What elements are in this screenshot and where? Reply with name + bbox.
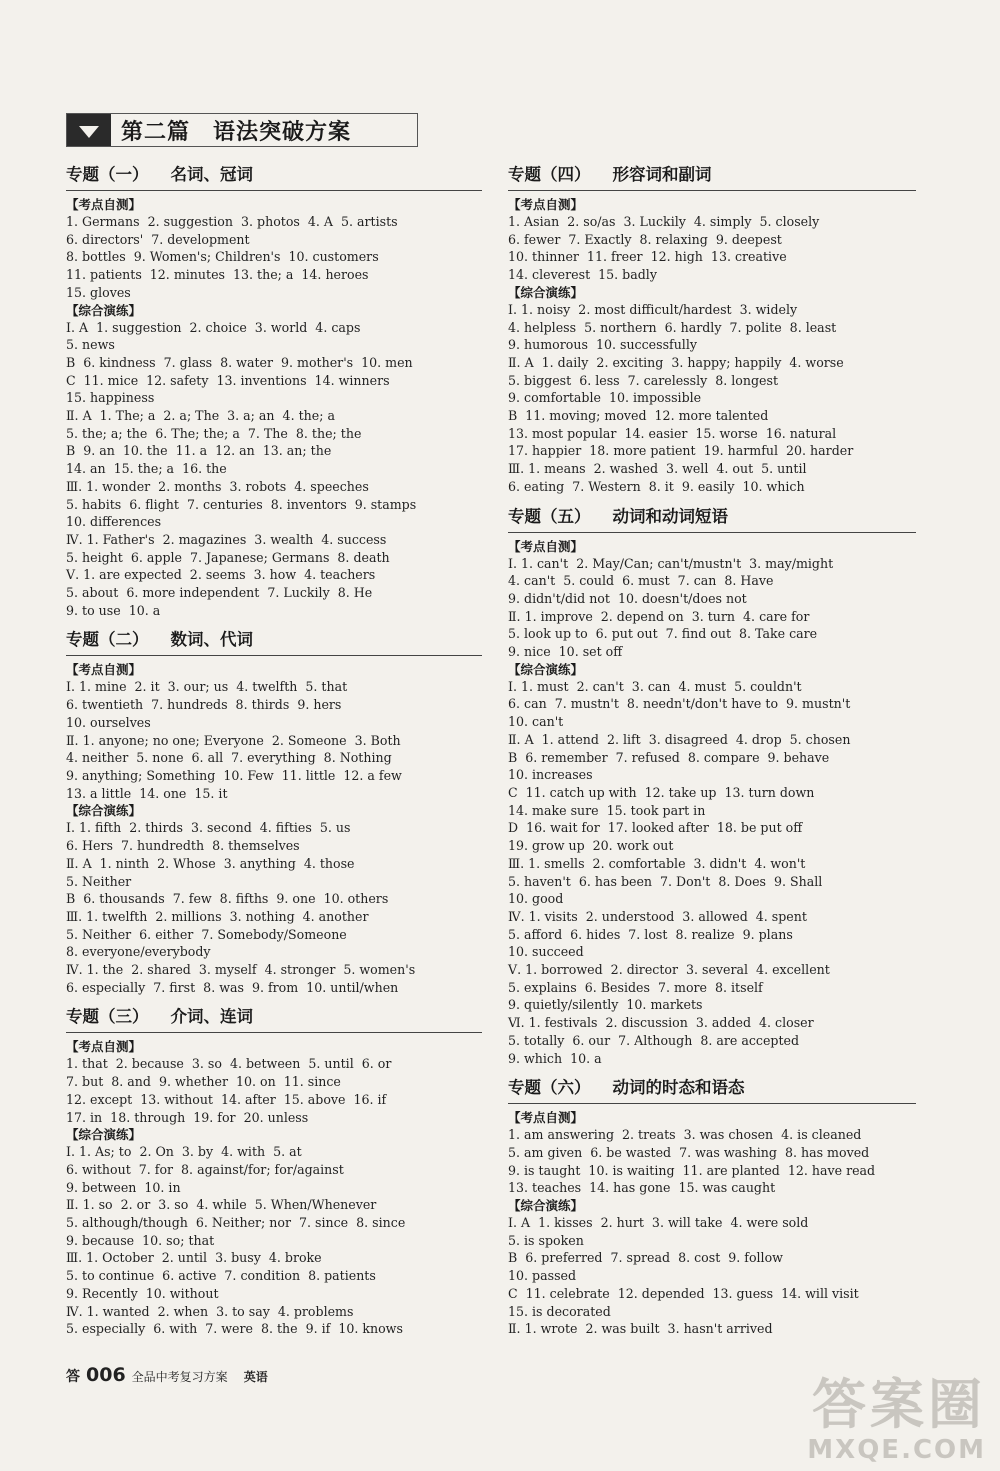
answer-line: 10. increases — [508, 767, 593, 783]
right-column — [508, 160, 916, 1344]
answer-line: 5. biggest 6. less 7. carelessly 8. longest — [508, 372, 779, 388]
answer-line: 5. am given 6. be wasted 7. was washing 8. has moved — [508, 1144, 870, 1160]
answer-line: 10. ourselves — [66, 714, 151, 730]
answer-line: 5. about 6. more independent 7. Luckily 8. He — [66, 585, 373, 601]
section-name: 数词、代词 — [170, 630, 253, 650]
answer-line: 9. Recently 10. without — [66, 1285, 219, 1301]
answer-line: 9. comfortable 10. impossible — [508, 390, 702, 406]
answer-line: Ⅵ. 1. festivals 2. discussion 3. added 4. closer — [508, 1015, 814, 1031]
answer-line: Ⅳ. 1. wanted 2. when 3. to say 4. problems — [66, 1303, 354, 1319]
answer-line: 11. patients 12. minutes 13. the; a 14. heroes — [66, 267, 369, 283]
answer-line: Ⅱ. A 1. daily 2. exciting 3. happy; happily 4. worse — [508, 354, 844, 370]
answer-line: Ⅴ. 1. are expected 2. seems 3. how 4. teachers — [66, 567, 376, 583]
section-heading — [66, 160, 482, 191]
answer-line: 4. neither 5. none 6. all 7. everything 8. Nothing — [66, 750, 392, 766]
subsection-label: 【综合演练】 — [66, 302, 142, 318]
answer-line: 5. explains 6. Besides 7. more 8. itself — [508, 979, 763, 995]
page-footer — [66, 1364, 268, 1386]
subsection-label: 【综合演练】 — [508, 1198, 584, 1214]
answer-line: 13. a little 14. one 15. it — [66, 785, 228, 801]
answer-line: 9. quietly/silently 10. markets — [508, 997, 703, 1013]
answer-line: Ⅰ. A 1. kisses 2. hurt 3. will take 4. were sold — [508, 1215, 809, 1231]
answer-line: B 6. remember 7. refused 8. compare 9. behave — [508, 749, 830, 765]
answer-line: Ⅰ. 1. can't 2. May/Can; can't/mustn't 3. may/might — [508, 555, 834, 571]
answer-line: 6. can 7. mustn't 8. needn't/don't have to 9. mustn't — [508, 696, 851, 712]
answer-line: 9. between 10. in — [66, 1179, 181, 1195]
subsection-label: 【考点自测】 — [66, 1039, 142, 1055]
subject-label: 英语 — [243, 1370, 268, 1384]
answer-line: Ⅱ. 1. so 2. or 3. so 4. while 5. When/Whenever — [66, 1197, 377, 1213]
answer-line: 6. directors' 7. development — [66, 231, 250, 247]
section-number: 专题（一） — [66, 165, 149, 184]
answer-line: 13. teaches 14. has gone 15. was caught — [508, 1180, 776, 1196]
section-heading — [508, 160, 916, 191]
answer-line: 14. cleverest 15. badly — [508, 267, 657, 283]
answer-line: 9. to use 10. a — [66, 602, 161, 618]
answer-line: Ⅱ. A 1. ninth 2. Whose 3. anything 4. those — [66, 855, 355, 871]
section-heading — [508, 1073, 916, 1104]
answer-line: Ⅱ. 1. wrote 2. was built 3. hasn't arrived — [508, 1321, 773, 1337]
answer-line: 14. an 15. the; a 16. the — [66, 461, 227, 477]
answer-line: Ⅰ. 1. noisy 2. most difficult/hardest 3. widely — [508, 301, 798, 317]
subsection-label: 【综合演练】 — [66, 803, 142, 819]
answer-line: 15. happiness — [66, 390, 155, 406]
section-number: 专题（六） — [508, 1078, 591, 1098]
answer-line: 15. gloves — [66, 284, 131, 300]
answer-line: B 6. kindness 7. glass 8. water 9. mother's 10. men — [66, 354, 413, 370]
section-heading — [508, 502, 916, 533]
answer-line: 5. although/though 6. Neither; nor 7. since 8. since — [66, 1215, 406, 1231]
answer-line: Ⅳ. 1. visits 2. understood 3. allowed 4. spent — [508, 908, 807, 924]
answer-line: 7. but 8. and 9. whether 10. on 11. since — [66, 1074, 341, 1090]
answer-line: 5. to continue 6. active 7. condition 8. patients — [66, 1268, 376, 1284]
answer-line: 5. Neither 6. either 7. Somebody/Someone — [66, 926, 347, 942]
answer-line: 6. without 7. for 8. against/for; for/against — [66, 1161, 344, 1177]
answer-line: Ⅲ. 1. wonder 2. months 3. robots 4. speeches — [66, 478, 369, 494]
answer-line: 17. in 18. through 19. for 20. unless — [66, 1109, 309, 1125]
answer-line: Ⅱ. A 1. attend 2. lift 3. disagreed 4. drop 5. chosen — [508, 731, 851, 747]
section-number: 专题（三） — [66, 1007, 149, 1027]
answer-line: Ⅲ. 1. twelfth 2. millions 3. nothing 4. another — [66, 908, 369, 924]
subsection-label: 【考点自测】 — [66, 662, 142, 678]
part-title: 第二篇 语法突破方案 — [121, 119, 352, 145]
answer-line: 4. can't 5. could 6. must 7. can 8. Have — [508, 573, 774, 589]
answer-line: 10. can't — [508, 714, 564, 730]
subsection-label: 【综合演练】 — [508, 284, 584, 300]
section-number: 专题（五） — [508, 506, 591, 526]
answer-line: C 11. mice 12. safety 13. inventions 14. winners — [66, 372, 390, 388]
section-name: 介词、连词 — [170, 1007, 253, 1027]
answer-line: C 11. celebrate 12. depended 13. guess 14. will visit — [508, 1285, 859, 1301]
answer-line: 5. totally 6. our 7. Although 8. are accepted — [508, 1032, 800, 1048]
answer-line: C 11. catch up with 12. take up 13. turn down — [508, 784, 815, 800]
subsection-label: 【综合演练】 — [508, 661, 584, 677]
watermark-url: MXQE.COM — [807, 1435, 986, 1465]
answer-line: D 16. wait for 17. looked after 18. be put off — [508, 820, 803, 836]
answer-line: B 11. moving; moved 12. more talented — [508, 408, 769, 424]
answer-line: 8. everyone/everybody — [66, 944, 211, 960]
answer-line: 10. differences — [66, 514, 162, 530]
answer-line: Ⅰ. 1. As; to 2. On 3. by 4. with 5. at — [66, 1144, 302, 1160]
subsection-label: 【考点自测】 — [508, 1110, 584, 1126]
answer-line: 15. is decorated — [508, 1303, 611, 1319]
answer-line: Ⅲ. 1. smells 2. comfortable 3. didn't 4. won't — [508, 855, 806, 871]
answer-line: Ⅰ. 1. fifth 2. thirds 3. second 4. fifties 5. us — [66, 820, 351, 836]
subsection-label: 【考点自测】 — [508, 538, 584, 554]
answer-line: 9. is taught 10. is waiting 11. are planted 12. have read — [508, 1162, 876, 1178]
answer-line: 1. am answering 2. treats 3. was chosen 4. is cleaned — [508, 1127, 862, 1143]
answer-line: 8. bottles 9. Women's; Children's 10. customers — [66, 249, 379, 265]
answer-line: Ⅴ. 1. borrowed 2. director 3. several 4. excellent — [508, 962, 830, 978]
answer-line: 5. habits 6. flight 7. centuries 8. inventors 9. stamps — [66, 496, 417, 512]
answer-line: 10. good — [508, 891, 564, 907]
subsection-label: 【考点自测】 — [508, 197, 584, 212]
answer-line: Ⅰ. 1. must 2. can't 3. can 4. must 5. couldn't — [508, 678, 802, 694]
section-number: 专题（二） — [66, 630, 149, 650]
answer-line: 6. Hers 7. hundredth 8. themselves — [66, 838, 300, 854]
answer-line: 13. most popular 14. easier 15. worse 16. natural — [508, 425, 837, 441]
answer-line: 5. especially 6. with 7. were 8. the 9. if 10. knows — [66, 1321, 403, 1337]
answer-line: 10. succeed — [508, 944, 584, 960]
left-column — [66, 160, 482, 1344]
answer-line: 12. except 13. without 14. after 15. above 16. if — [66, 1091, 387, 1107]
answer-line: 19. grow up 20. work out — [508, 838, 674, 854]
section-heading — [66, 1002, 482, 1033]
answer-line: 1. that 2. because 3. so 4. between 5. until 6. or — [66, 1056, 392, 1072]
answer-line: 6. eating 7. Western 8. it 9. easily 10. which — [508, 478, 805, 494]
answer-line: 9. nice 10. set off — [508, 644, 623, 660]
answer-line: 6. especially 7. first 8. was 9. from 10. until/when — [66, 979, 399, 995]
answer-line: 10. thinner 11. freer 12. high 13. creative — [508, 249, 787, 265]
section-name: 动词的时态和语态 — [612, 1078, 745, 1098]
answer-line: 4. helpless 5. northern 6. hardly 7. polite 8. least — [508, 319, 837, 335]
answer-line: 6. twentieth 7. hundreds 8. thirds 9. hers — [66, 697, 342, 713]
answer-line: 5. look up to 6. put out 7. find out 8. Take care — [508, 626, 818, 642]
answer-line: 5. haven't 6. has been 7. Don't 8. Does 9. Shall — [508, 873, 823, 889]
answer-line: Ⅰ. 1. mine 2. it 3. our; us 4. twelfth 5. that — [66, 679, 348, 695]
footer-lead: 答 — [66, 1369, 80, 1385]
answer-line: 9. humorous 10. successfully — [508, 337, 697, 353]
section-name: 动词和动词短语 — [612, 506, 728, 526]
section-name: 名词、冠词 — [170, 165, 253, 184]
answer-line: 9. anything; Something 10. Few 11. little 12. a few — [66, 767, 402, 783]
answer-line: Ⅰ. A 1. suggestion 2. choice 3. world 4. caps — [66, 319, 361, 335]
watermark-text: 答案圈 — [812, 1373, 986, 1436]
answer-line: 5. news — [66, 337, 115, 353]
answer-line: 9. didn't/did not 10. doesn't/does not — [508, 590, 747, 606]
answer-line: 1. Asian 2. so/as 3. Luckily 4. simply 5. closely — [508, 214, 820, 229]
answer-line: 5. height 6. apple 7. Japanese; Germans 8. death — [66, 549, 390, 565]
answer-line: 17. happier 18. more patient 19. harmful 20. harder — [508, 443, 854, 459]
answer-line: 10. passed — [508, 1268, 577, 1284]
subsection-label: 【综合演练】 — [66, 1127, 142, 1143]
answer-line: 5. afford 6. hides 7. lost 8. realize 9. plans — [508, 926, 793, 942]
page-number: 006 — [86, 1364, 126, 1386]
answer-line: Ⅳ. 1. the 2. shared 3. myself 4. stronger 5. women's — [66, 962, 416, 978]
answer-line: 9. which 10. a — [508, 1050, 602, 1066]
answer-line: Ⅲ. 1. means 2. washed 3. well 4. out 5. until — [508, 461, 807, 477]
section-name: 形容词和副词 — [612, 165, 712, 184]
answer-line: 5. is spoken — [508, 1232, 584, 1248]
answer-line: B 9. an 10. the 11. a 12. an 13. an; the — [66, 443, 332, 459]
book-title: 全品中考复习方案 — [131, 1370, 228, 1384]
subsection-label: 【考点自测】 — [66, 197, 142, 212]
section-number: 专题（四） — [508, 165, 591, 184]
answer-line: 6. fewer 7. Exactly 8. relaxing 9. deepest — [508, 231, 782, 247]
section-heading — [66, 625, 482, 656]
answer-line: B 6. preferred 7. spread 8. cost 9. follow — [508, 1250, 783, 1266]
answer-line: 5. the; a; the 6. The; the; a 7. The 8. the; the — [66, 425, 362, 441]
answer-line: 14. make sure 15. took part in — [508, 802, 706, 818]
answer-line: 9. because 10. so; that — [66, 1232, 215, 1248]
answer-line: Ⅱ. 1. improve 2. depend on 3. turn 4. care for — [508, 608, 810, 624]
answer-line: B 6. thousands 7. few 8. fifths 9. one 10. others — [66, 891, 389, 907]
answer-line: Ⅳ. 1. Father's 2. magazines 3. wealth 4. success — [66, 531, 387, 547]
answer-line: 5. Neither — [66, 873, 132, 889]
watermark-logo — [807, 1375, 986, 1465]
answer-line: Ⅱ. 1. anyone; no one; Everyone 2. Someone 3. Both — [66, 732, 401, 748]
triangle-down-icon — [67, 114, 111, 146]
answer-line: 1. Germans 2. suggestion 3. photos 4. A 5. artists — [66, 214, 398, 229]
answer-line: Ⅲ. 1. October 2. until 3. busy 4. broke — [66, 1250, 322, 1266]
part-banner — [66, 113, 418, 147]
answer-line: Ⅱ. A 1. The; a 2. a; The 3. a; an 4. the; a — [66, 408, 335, 424]
